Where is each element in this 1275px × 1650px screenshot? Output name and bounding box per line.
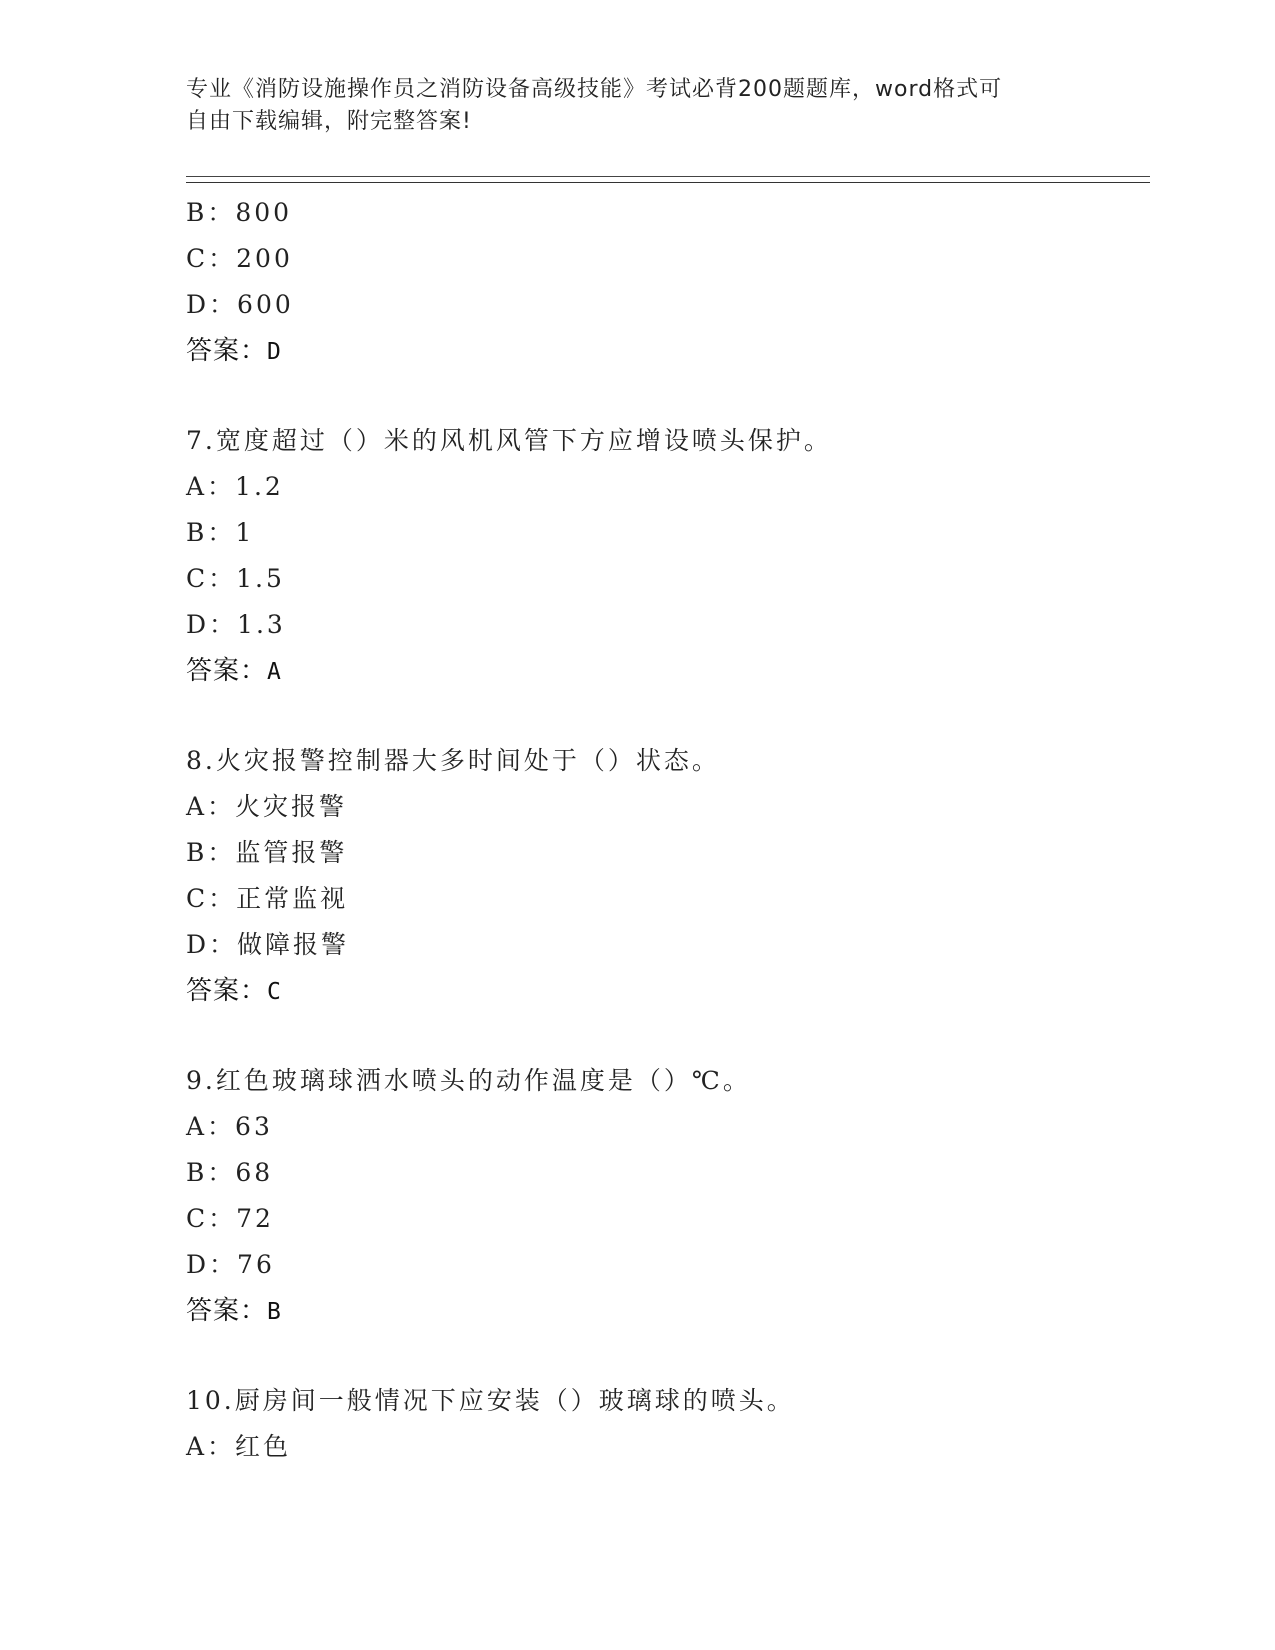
option-b: B：800: [186, 198, 293, 227]
answer-value: C: [267, 979, 282, 1005]
answer-line: [186, 328, 1150, 374]
option-b: B：1: [186, 518, 255, 547]
answer-value: A: [267, 659, 282, 685]
answer-line: [186, 648, 1150, 694]
answer-label: 答案：: [186, 1296, 268, 1326]
question-stem: 9.红色玻璃球洒水喷头的动作温度是（）℃。: [186, 1066, 751, 1095]
answer-label: 答案：: [186, 976, 268, 1006]
option-a: A：红色: [186, 1432, 292, 1461]
answer-label: 答案：: [186, 656, 268, 686]
header-rule-thick: [186, 182, 1150, 183]
question-stem: 7.宽度超过（）米的风机风管下方应增设喷头保护。: [186, 426, 832, 455]
answer-line: [186, 1288, 1150, 1334]
question-7: [186, 418, 1150, 694]
option-a: A：1.2: [186, 472, 284, 501]
header-line-2: 自由下载编辑，附完整答案!: [186, 109, 472, 134]
option-d: D：做障报警: [186, 930, 350, 959]
header-line-1: 专业《消防设施操作员之消防设备高级技能》考试必背200题题库，word格式可: [186, 77, 1003, 102]
option-d: D：76: [186, 1250, 275, 1279]
option-c: C：1.5: [186, 564, 285, 593]
option-c: C：正常监视: [186, 884, 349, 913]
question-8: [186, 738, 1150, 1014]
header-rule-thin: [186, 176, 1150, 177]
question-stem: 8.火灾报警控制器大多时间处于（）状态。: [186, 746, 720, 775]
answer-value: D: [267, 339, 282, 365]
option-b: B：68: [186, 1158, 274, 1187]
option-d: D：600: [186, 290, 294, 319]
answer-label: 答案：: [186, 336, 268, 366]
option-a: A：63: [186, 1112, 273, 1141]
option-a: A：火灾报警: [186, 792, 348, 821]
option-b: B：监管报警: [186, 838, 348, 867]
question-list: [186, 190, 1150, 1470]
question-partial: [186, 190, 1150, 374]
question-9: [186, 1058, 1150, 1334]
question-stem: 10.厨房间一般情况下应安装（）玻璃球的喷头。: [186, 1386, 795, 1415]
option-c: C：72: [186, 1204, 274, 1233]
document-header: [186, 74, 1086, 138]
question-10: [186, 1378, 1150, 1470]
option-d: D：1.3: [186, 610, 286, 639]
answer-value: B: [267, 1299, 282, 1325]
option-c: C：200: [186, 244, 293, 273]
answer-line: [186, 968, 1150, 1014]
